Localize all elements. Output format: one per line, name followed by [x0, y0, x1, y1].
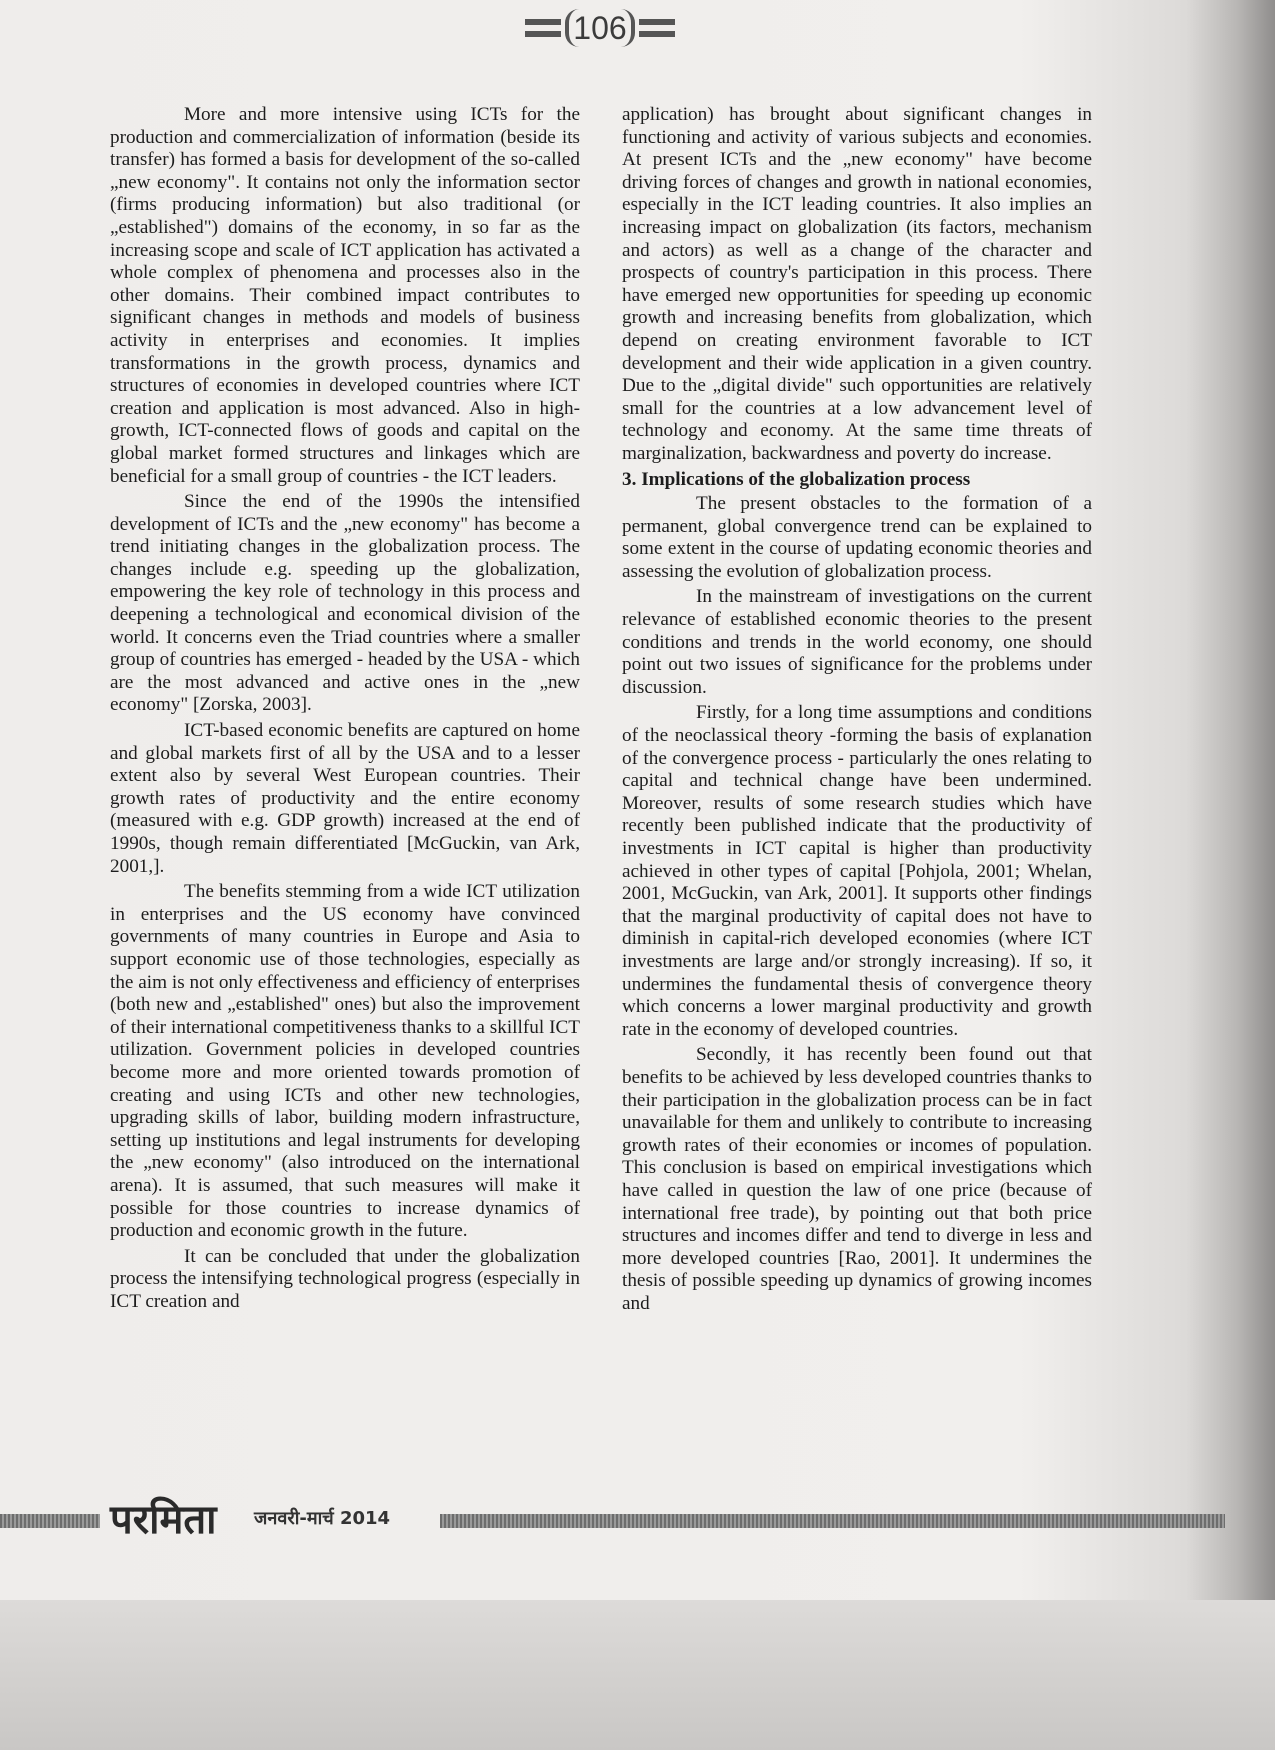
- paragraph: Since the end of the 1990s the intensified development of ICTs and the „new economy" has become a trend initiating changes in the globalization process. The changes include e.g. speeding up the globalization, empowering the key role of technology in this process and deepening a technological and economical division of the world. It concerns even the Triad countries where a smaller group of countries has emerged - headed by the USA - which are the most advanced and active ones in the „new economy" [Zorska, 2003].: [110, 491, 580, 716]
- footer-rule-right: [440, 1514, 1225, 1528]
- left-ornament-bars: [525, 19, 561, 37]
- paragraph: Secondly, it has recently been found out that benefits to be achieved by less developed countries thanks to their participation in the globalization process can be in fact unavailable for them and unlikely to contribute to increasing growth rates of their economies or incomes of population. This conclusion is based on empirical investigations which have called in question the law of one price (because of international free trade), by pointing out that both price structures and incomes differ and tend to diverge in less and more developed countries [Rao, 2001]. It undermines the thesis of possible speeding up dynamics of growing incomes and: [622, 1044, 1092, 1314]
- section-heading: 3. Implications of the globalization process: [622, 468, 971, 490]
- paragraph: More and more intensive using ICTs for the production and commercialization of information (beside its transfer) has formed a basis for development of the so-called „new economy". It contains not only the information sector (firms producing information) but also traditional (or „established") domains of the economy, in so far as the increasing scope and scale of ICT application has activated a whole complex of phenomena and processes also in the other domains. Their combined impact contributes to significant changes in methods and models of business activity in enterprises and economies. It implies transformations in the growth process, dynamics and structures of economies in developed countries where ICT creation and application is most advanced. Also in high-growth, ICT-connected flows of goods and capital on the global market formed structures and linkages which are beneficial for a small group of countries - the ICT leaders.: [110, 104, 580, 487]
- page-number-header: [525, 8, 675, 48]
- paragraph: The benefits stemming from a wide ICT utilization in enterprises and the US economy have convinced governments of many countries in Europe and Asia to support economic use of those technologies, especially as the aim is not only effectiveness and efficiency of enterprises (both new and „established" ones) but also the improvement of their international competitiveness thanks to a skillful ICT utilization. Government policies in developed countries become more and more oriented towards promotion of creating and using ICTs and other new technologies, upgrading skills of labor, building modern infrastructure, setting up institutions and legal instruments for developing the „new economy" (also introduced on the international arena). It is assumed, that such measures will make it possible for those countries to increase dynamics of production and economic growth in the future.: [110, 881, 580, 1242]
- paragraph: It can be concluded that under the globalization process the intensifying technological progress (especially in ICT creation and: [110, 1245, 580, 1312]
- paragraph: Firstly, for a long time assumptions and conditions of the neoclassical theory -forming the basis of explanation of the convergence process - particularly the ones relating to capital and technical change have been undermined. Moreover, results of some research studies which have recently been published indicate that the productivity of investments in ICT capital is higher than productivity achieved in other types of capital [Pohjola, 2001; Whelan, 2001, McGuckin, van Ark, 2001]. It supports other findings that the marginal productivity of capital does not have to diminish in capital-rich developed economies (where ICT investments are large and/or strongly increasing). If so, it undermines the fundamental thesis of convergence theory which concerns a lower marginal productivity and growth rate in the economy of developed countries.: [622, 702, 1092, 1040]
- paragraph: The present obstacles to the formation of a permanent, global convergence trend can be explained to some extent in the course of updating economic theories and assessing the evolution of globalization process.: [622, 493, 1092, 582]
- scan-bottom-margin: [0, 1600, 1275, 1750]
- right-column: [622, 104, 1092, 1318]
- left-column: [110, 104, 580, 1316]
- journal-issue: जनवरी-मार्च 2014: [254, 1508, 391, 1529]
- right-ornament-bars: [639, 19, 675, 37]
- paragraph-continuation: application) has brought about significant changes in functioning and activity of various subjects and economies. At present ICTs and the „new economy" have become driving forces of changes and growth in national economies, especially in the ICT leading countries. It also implies an increasing impact on globalization (its factors, mechanism and actors) as well as a change of the character and prospects of country's participation in this process. There have emerged new opportunities for speeding up economic growth and increasing benefits from globalization, which depend on creating environment favorable to ICT development and their wide application in a given country. Due to the „digital divide" such opportunities are relatively small for the countries at a low advancement level of technology and economy. At the same time threats of marginalization, backwardness and poverty do increase.: [622, 104, 1092, 464]
- journal-name: परमिता: [110, 1497, 217, 1543]
- footer-rule-left: [0, 1514, 100, 1528]
- paragraph: ICT-based economic benefits are captured on home and global markets first of all by the USA and to a lesser extent also by several West European countries. Their growth rates of productivity and the entire economy (measured with e.g. GDP growth) increased at the end of 1990s, though remain differentiated [McGuckin, van Ark, 2001,].: [110, 720, 580, 877]
- page-number: 106: [565, 9, 634, 47]
- footer: [0, 1496, 1275, 1546]
- paragraph: In the mainstream of investigations on the current relevance of established economic theories to the present conditions and trends in the world economy, one should point out two issues of significance for the problems under discussion.: [622, 586, 1092, 698]
